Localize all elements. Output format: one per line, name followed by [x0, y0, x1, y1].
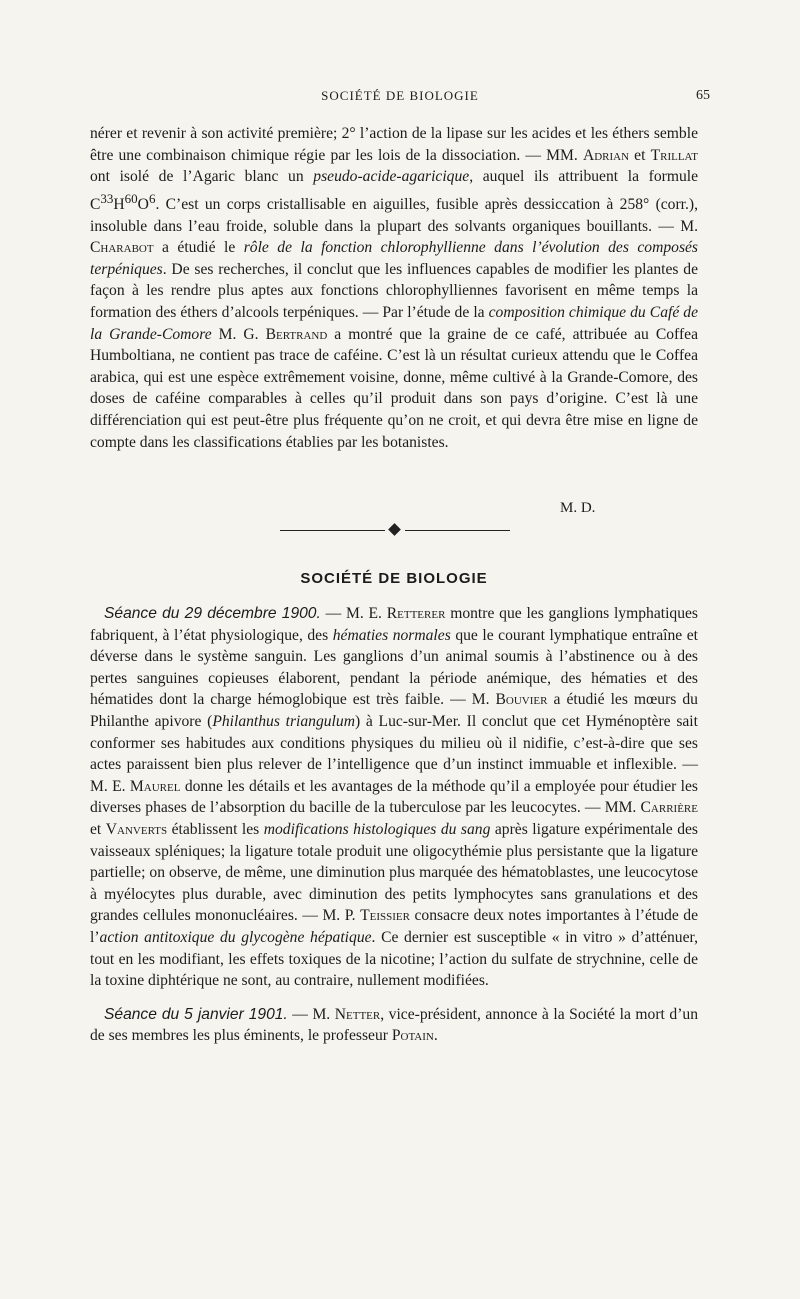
running-title: SOCIÉTÉ DE BIOLOGIE	[321, 88, 479, 103]
formula-superscript: 6	[148, 190, 156, 206]
italic-term: action antitoxique du glycogène hépatique	[99, 928, 372, 946]
seance-date: Séance du 5 janvier 1901.	[104, 1005, 288, 1023]
text-run: a étudié le	[153, 239, 244, 257]
text-run: montre que les ganglions lymphatiques fabriquent, à l’état physiologique, des	[90, 605, 698, 644]
diamond-icon	[388, 523, 401, 536]
author-name: Retterer	[386, 605, 446, 622]
author-name: Trillat	[650, 146, 698, 164]
author-name: Carrière	[640, 799, 698, 817]
page-number: 65	[696, 88, 710, 103]
author-name: Netter	[334, 1005, 381, 1023]
section-text-block	[90, 603, 698, 1047]
italic-term: hématies normales	[332, 626, 451, 644]
author-name: Bouvier	[495, 691, 548, 709]
author-name: Maurel	[129, 777, 181, 795]
text-run: . De ses recherches, il conclut que les influences capables de modifier les plantes de façon à les rendre plus aptes aux fonctions chlorophylliennes favorisent en même temps la formation des éthers d’alcools terpéniques. — Par l’étude de la	[90, 260, 698, 321]
italic-term: rôle de la fonction chlorophyllienne dans l’évolution des composés terpéniques	[90, 239, 699, 278]
seance-date: Séance du 29 décembre 1900.	[104, 605, 321, 622]
text-run: et	[90, 820, 106, 838]
text-run: a montré que la graine de ce café, attribuée au Coffea Humboltiana, ne contient pas trace de caféine. C’est là un résultat curieux attendu que le Coffea arabica, qui est une espèce extrêmement voisine, donne, même cultivé à la Grande-Comore, des doses de caféine comparables à celles qu’il produit dans son pays d’origine. C’est là une différenciation qui est peut-être plus fréquente qu’on ne croit, et qui devra être mise en ligne de compte dans les classifications établies par les botanistes.	[90, 325, 699, 451]
text-run: , vice-président, annonce à la Société la mort d’un de ses membres les plus éminents, le professeur	[90, 1005, 698, 1045]
author-name: Charabot	[90, 239, 154, 257]
formula-superscript: 33	[100, 190, 114, 206]
text-run: . Ce dernier est susceptible « in vitro » d’atténuer, tout en les modifiant, les effets toxiques de la nicotine; l’action du sulfate de strychnine, celle de la toxine diphtérique ne sont, au contraire, nullement modifiées.	[90, 928, 698, 990]
text-run: que le courant lymphatique entraîne et déverse dans le système sanguin. Les ganglions d’un animal soumis à l’abstinence ou à des pertes sanguines copieuses élaborent, pendant la période anémique, des hématies et des hématides dont la charge hémoglobique est très faible. — M.	[90, 626, 699, 709]
section-title: SOCIÉTÉ DE BIOLOGIE	[300, 570, 488, 587]
formula-superscript: 60	[124, 190, 138, 206]
text-run: . C’est un corps cristallisable en aiguilles, fusible après dessiccation à 258° (corr.), insoluble dans l’eau froide, soluble dans la plupart des solvants organiques bouillants. — M.	[90, 195, 698, 235]
text-run: H	[113, 195, 125, 213]
separator-ornament	[280, 524, 510, 538]
text-run: établissent les	[167, 820, 264, 838]
text-run: consacre deux notes importantes à l’étude de l’	[90, 907, 698, 946]
text-run: ont isolé de l’Agaric blanc un	[90, 168, 314, 186]
text-run: donne les détails et les avantages de la méthode qu’il a employée pour étudier les diverses phases de l’absorption du bacille de la tuberculose par les leucocytes. — MM.	[90, 777, 698, 817]
top-text-block	[90, 123, 698, 453]
text-run: M. G.	[211, 325, 266, 343]
text-run: — M.	[287, 1005, 335, 1023]
author-name: Adrian	[582, 146, 630, 164]
text-run: O	[137, 195, 149, 213]
author-name: Vanverts	[105, 820, 168, 838]
italic-term: modifications histologiques du sang	[263, 820, 491, 838]
seance-paragraph	[90, 1004, 698, 1047]
separator-line	[280, 530, 385, 531]
author-name: Teissier	[360, 907, 410, 925]
text-run: .	[433, 1027, 438, 1045]
italic-term: Philanthus triangulum	[212, 712, 355, 730]
text-run: — M. E.	[320, 605, 387, 622]
text-run: ) à Luc-sur-Mer. Il conclut que cet Hyménoptère sait conformer ses habitudes aux conditions physiques du milieu où il nidifie, c’est-à-dire que ses actes paraissent bien plus relever de l’intelligence que d’un instinct immuable et inflexible. — M. E.	[90, 712, 698, 795]
top-paragraph	[90, 123, 698, 453]
author-name: Potain	[391, 1027, 434, 1045]
seance-paragraph	[90, 603, 698, 992]
italic-term: composition chimique du Café de la Grande-Comore	[90, 303, 699, 343]
text-run: et	[629, 146, 651, 164]
signature: M. D.	[560, 500, 596, 516]
author-name: Bertrand	[265, 325, 328, 343]
text-run: , auquel ils attribuent la formule C	[90, 168, 699, 213]
separator-line	[405, 530, 510, 531]
running-header	[90, 88, 710, 110]
text-run: nérer et revenir à son activité première; 2° l’action de la lipase sur les acides et les éthers semble être une combinaison chimique régie par les lois de la dissociation. — MM.	[90, 125, 698, 164]
text-run: a étudié les mœurs du Philanthe apivore (	[90, 691, 698, 730]
text-run: après ligature expérimentale des vaisseaux spléniques; la ligature totale produit une oligocythémie plus persistante que la ligature partielle; on observe, de même, une diminution plus marquée des hématoblastes, une leucocytose à myélocytes plus durable, avec diminution des petits lymphocytes sans granulations et des grandes cellules mononucléaires. — M. P.	[90, 820, 699, 925]
italic-term: pseudo-acide-agaricique	[313, 168, 470, 186]
